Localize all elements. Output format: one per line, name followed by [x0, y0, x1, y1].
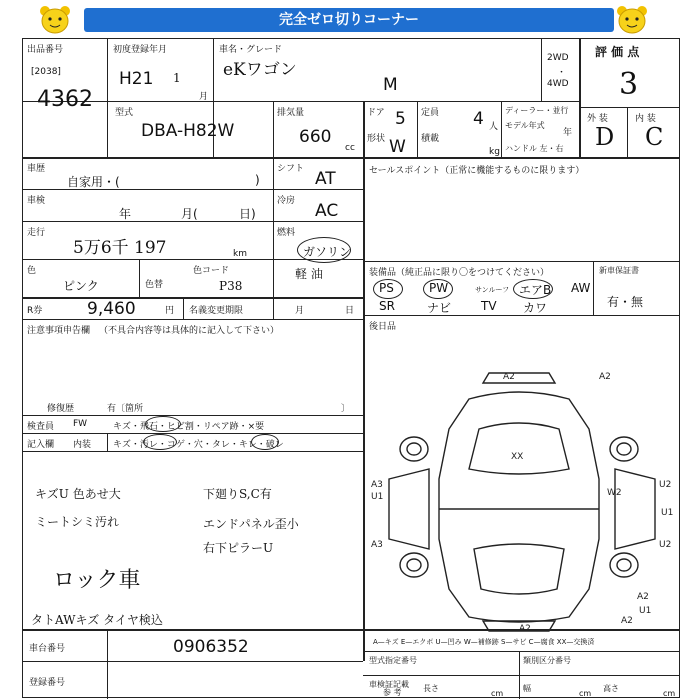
equip-aw: AW	[571, 281, 591, 295]
lot-label: 出品番号	[27, 45, 64, 55]
disp-label: 排気量	[277, 108, 305, 118]
record-label: 記入欄	[27, 440, 55, 450]
equip-leather: カワ	[523, 301, 548, 315]
warranty-label: 新車保証書	[599, 266, 639, 275]
damage-mark: XX	[511, 452, 524, 462]
reg-era: H21	[119, 69, 154, 89]
post-items-label: 後日品	[369, 322, 397, 332]
chassis-value: 0906352	[173, 637, 249, 657]
reg-month-unit: 月	[199, 92, 209, 102]
damage-mark: U1	[639, 606, 652, 616]
meigi-label: 名義変更期限	[189, 306, 244, 316]
equip-sunroof: サンルーフ	[475, 286, 510, 294]
meigi-month: 月	[295, 306, 305, 316]
damage-mark: A2	[637, 592, 649, 602]
warranty-value: 有・無	[607, 295, 644, 309]
meigi-day: 日	[345, 306, 355, 316]
chassis-label: 車台番号	[29, 644, 66, 654]
fw-label: FW	[73, 419, 88, 429]
load-label: 積載	[421, 134, 440, 144]
mileage-label: 走行	[27, 228, 46, 238]
damage-mark: A2	[503, 372, 515, 382]
shaken-day: 日)	[239, 207, 256, 221]
cap-label: 定員	[421, 108, 440, 118]
recolor-label: 色替	[145, 280, 164, 290]
type-value: DBA-H82W	[141, 121, 235, 141]
int-check-label: 内装	[73, 440, 92, 450]
ac-label: 冷房	[277, 196, 296, 206]
door-value: 5	[395, 109, 406, 129]
int-value: C	[645, 123, 664, 151]
door-label: ドア	[367, 108, 385, 118]
caution-sub: （不具合内容等は具体的に記入して下さい）	[99, 326, 280, 336]
shaken-month: 月(	[181, 207, 198, 221]
repair-label: 修復歴	[47, 404, 75, 414]
disp-value: 660	[299, 127, 332, 147]
color-code-label: 色コード	[193, 266, 230, 276]
damage-mark: A2	[599, 372, 611, 382]
banner	[0, 0, 700, 38]
drive-4wd: 4WD	[547, 79, 569, 89]
shaken-label: 車検	[27, 196, 46, 206]
reg-month: 1	[173, 71, 181, 85]
grade-value: 3	[619, 67, 639, 102]
damage-mark: A2	[621, 616, 633, 626]
reference-label: 参 考	[383, 688, 402, 697]
damage-mark: U2	[659, 480, 672, 490]
category-label: 類別区分番号	[523, 656, 571, 665]
cap-unit: 人	[489, 122, 499, 132]
equipment-label: 装備品（純正品に限り〇をつけてください）	[369, 268, 550, 278]
damage-mark: A3	[371, 540, 383, 550]
int-items: キズ・汚レ・コゲ・穴・タレ・キレ・破レ	[113, 440, 284, 450]
color-code: P38	[219, 279, 243, 293]
drive-2wd: 2WD	[547, 53, 569, 63]
equip-pw: PW	[429, 281, 449, 295]
fuel-label: 燃料	[277, 228, 296, 238]
color-label: 色	[27, 266, 37, 276]
shape-value: W	[389, 137, 406, 157]
size-unit: cm	[491, 689, 504, 698]
handwritten-note: ミートシミ汚れ	[35, 515, 120, 529]
shift-value: AT	[315, 169, 336, 189]
fuel-value: ガソリン	[303, 245, 352, 259]
ac-value: AC	[315, 201, 339, 221]
history-label: 車歴	[27, 164, 46, 174]
ext-label: 外 装	[587, 114, 608, 124]
shift-label: シフト	[277, 164, 305, 174]
repair-value: 有〔箇所	[107, 404, 144, 414]
handwritten-note-right: 下廻りS,C有	[203, 487, 272, 501]
ext-value: D	[595, 123, 615, 151]
equip-sr: SR	[379, 299, 395, 313]
history-close: )	[255, 173, 260, 187]
handwritten-note-right: 右下ピラーU	[203, 541, 274, 555]
car-damage-diagram	[369, 369, 675, 635]
width-label: 幅	[523, 684, 531, 693]
cap-value: 4	[473, 109, 484, 129]
load-unit: kg	[489, 147, 500, 157]
model-year-label: モデル年式	[505, 121, 545, 130]
damage-mark: A2	[519, 624, 531, 634]
recycle-label: R券	[27, 306, 43, 316]
dealer-label: ディーラー・並行	[505, 106, 569, 115]
handwritten-note-right: エンドパネル歪小	[203, 517, 299, 531]
history-value: 自家用・(	[67, 175, 120, 189]
mileage-value: 5万6千 197	[73, 238, 167, 258]
repair-close: 〕	[341, 404, 351, 414]
damage-mark: U1	[371, 492, 384, 502]
auction-sheet: 出品番号 [2038] 4362 初度登録年月 H21 1 月 車名・グレード eKワゴン M 2WD ・ 4WD 評 価 点 3 外 装 内 装 D C 型式 DBA-H82W 排気量 660 cc ドア 5 形状 W 定員 4 人 積載 kg ディーラー・並行 モデル年式 年 ハンドル 左・右 車歴 自家用・( ) 車検 年 月( 日) 走行 5万6千 197 km 色 ピンク 色替 色コード P38 シフト AT 冷房 AC 燃料 ガソリン 軽 油 R券 9,460 円 名義変更期限 月 日 セールスポイント（正常に機能するものに限ります） 装備品（純正品に限り〇をつけてください） PS PW サンルーフ エアB AW SR ナビ TV カワ 新車保証書 有・無 後日品 注意事項申告欄 （不具合内容等は具体的に記入して下さい） 修復歴 有〔箇所 〕 検査員 記入欄 FW 内装 キズ・飛石・ヒビ割・リペア跡・×要 キズ・汚レ・コゲ・穴・タレ・キレ・破レ キズU 色あせ大 ミートシミ汚れ ロック車 タトAWキズ タイヤ検込 下廻りS,C有 エンドパネル歪小 右下ピラーU A2 A2 XX A3 U1 W2 U2 U2 A3 A2 A2 U1 A2 U1 A—キズ E—エクボ U—凹み W—補修跡 S—サビ C—腐食 XX—交換済 車台番号 0906352 登録番号 型式指定番号 類別区分番号 車検証記載 参 考 長さ cm 幅 cm 高さ cm	[22, 38, 680, 698]
damage-mark: U1	[661, 508, 674, 518]
disp-unit: cc	[345, 143, 355, 153]
equip-tv: TV	[481, 299, 497, 313]
lot-sub: [2038]	[31, 67, 61, 77]
fuel-alt: 軽 油	[295, 267, 323, 281]
banner-title: 完全ゼロ切りコーナー	[84, 8, 614, 32]
bear-mascot-icon	[38, 4, 72, 34]
shape-label: 形状	[367, 134, 386, 144]
recycle-unit: 円	[165, 306, 175, 316]
sales-points-label: セールスポイント（正常に機能するものに限ります）	[369, 166, 585, 176]
car-name: eKワゴン	[223, 60, 297, 80]
fw-items: キズ・飛石・ヒビ割・リペア跡・×要	[113, 422, 265, 432]
bear-mascot-icon	[615, 4, 649, 34]
equip-navi: ナビ	[427, 301, 452, 315]
handwritten-note: タトAWキズ タイヤ検込	[31, 613, 163, 627]
reg-no-label: 登録番号	[29, 678, 66, 688]
equip-airbag: エアB	[519, 283, 552, 297]
handle-label: ハンドル 左・右	[505, 144, 564, 153]
shaken-year: 年	[119, 207, 132, 221]
damage-legend: A—キズ E—エクボ U—凹み W—補修跡 S—サビ C—腐食 XX—交換済	[373, 638, 595, 646]
caution-label: 注意事項申告欄	[27, 326, 91, 336]
inspector-label: 検査員	[27, 422, 55, 432]
handwritten-note: ロック車	[53, 568, 141, 593]
model-cert-label: 型式指定番号	[369, 656, 417, 665]
length-label: 長さ	[423, 684, 439, 693]
reg-label: 初度登録年月	[113, 45, 168, 55]
grade-text: M	[383, 75, 398, 95]
grade-label: 評 価 点	[595, 45, 640, 59]
size-unit: cm	[579, 689, 592, 698]
damage-mark: W2	[607, 488, 622, 498]
mileage-unit: km	[233, 249, 247, 259]
damage-mark: U2	[659, 540, 672, 550]
height-label: 高さ	[603, 684, 619, 693]
damage-mark: A3	[371, 480, 383, 490]
lot-number: 4362	[37, 87, 93, 112]
year-unit: 年	[563, 128, 573, 138]
vehicle-inspect-label: 車検証記載	[369, 680, 409, 689]
recycle-value: 9,460	[87, 299, 136, 319]
type-label: 型式	[115, 108, 134, 118]
size-unit: cm	[663, 689, 676, 698]
color-value: ピンク	[63, 279, 99, 293]
name-label: 車名・グレード	[219, 45, 283, 55]
handwritten-note: キズU 色あせ大	[35, 487, 121, 501]
int-label: 内 装	[635, 114, 656, 124]
equip-ps: PS	[379, 281, 394, 295]
